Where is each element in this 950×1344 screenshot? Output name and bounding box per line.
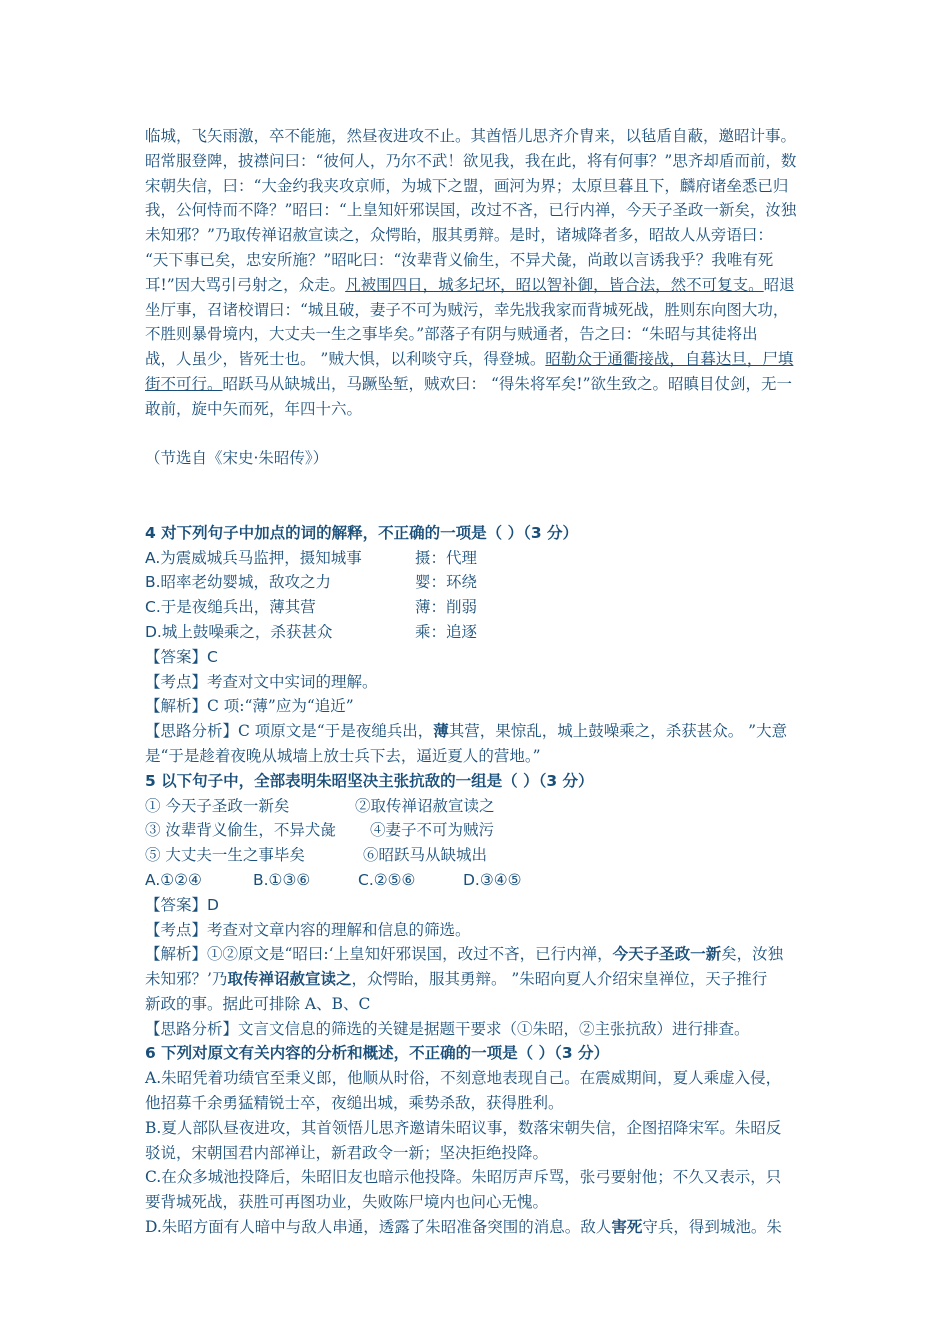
passage-text: 战，人虽少，皆死士也。 ”贼大惧，以利啖守兵，得登城。 [145, 350, 546, 369]
answer: 【答案】C [145, 647, 218, 666]
passage-line: 不胜则暴骨境内，大丈夫一生之事毕矣。”部落子有阴与贼通者，告之曰：“朱昭与其徒将出 [145, 325, 758, 344]
option-text: A.为震威城兵马监押，摄知城事 [145, 548, 362, 567]
jiexi-text: 未知邪？’乃 [145, 970, 228, 989]
kaodian: 【考点】考查对文中实词的理解。 [145, 672, 378, 691]
option-explanation: 乘：追逐 [415, 622, 478, 641]
option-a-line: A.朱昭凭着功绩官至秉义郎，他顺从时俗，不刻意地表现自己。在震威期间，夏人乘虚入侵， [145, 1069, 782, 1088]
jiexi-text: 【解析】①②原文是“昭曰:‘上皇知奸邪误国，改过不吝，已行内禅， [145, 945, 613, 964]
jiexi-text: ，众愕眙，服其勇辩。 ”朱昭向夏人介绍宋皇禅位，天子推行 [351, 970, 768, 989]
sentence: ②取传禅诏赦宣读之 [355, 796, 495, 815]
sentence-row [145, 843, 810, 868]
question-title: 4 对下列句子中加点的词的解释，不正确的一项是（ ）（3 分） [145, 523, 579, 542]
underlined-sentence: 街不可行。 [145, 374, 223, 393]
passage-text: 耳!”因大骂引弓射之，众走。 [145, 275, 346, 294]
silu-text: 【思路分析】C 项原文是“于是夜缒兵出， [145, 722, 434, 741]
option-text: 守兵，得到城池。朱 [642, 1218, 782, 1237]
option-explanation: 摄：代理 [415, 548, 478, 567]
option-c [145, 595, 810, 620]
passage-line: “天下事已矣，忠安所施？”昭叱曰：“汝辈背义偷生，不异犬彘，尚敢以言诱我乎？我唯有死 [145, 250, 774, 269]
silu-line: 是“于是趁着夜晚从城墙上放士兵下去，逼近夏人的营地。” [145, 746, 541, 765]
options-row [145, 868, 810, 893]
option-b: B.①③⑥ [253, 870, 311, 889]
emphasized-word: 薄 [433, 721, 449, 741]
option-explanation: 婴：环绕 [415, 573, 478, 592]
passage-text: 昭退 [763, 275, 795, 294]
emphasized-word: 害死 [611, 1217, 643, 1237]
option-explanation: 薄：削弱 [415, 598, 478, 617]
question-5 [145, 769, 810, 1042]
sentence: ④妻子不可为贼污 [370, 821, 495, 840]
question-4 [145, 521, 810, 769]
option-c-line: C.在众多城池投降后，朱昭旧友也暗示他投降。朱昭厉声斥骂，张弓要射他；不久又表示，只 [145, 1168, 782, 1187]
underlined-sentence: 昭勒众于通衢接战，自暮达旦，尸填 [545, 350, 794, 369]
jiexi-text: 矣，汝独 [721, 945, 784, 964]
question-title: 5 以下句子中，全部表明朱昭坚决主张抗敌的一组是（ ）（3 分） [145, 771, 594, 790]
sentence: ③ 汝辈背义偷生，不异犬彘 [145, 821, 336, 840]
silu-text: 其营，果惊乱，城上鼓噪乘之，杀获甚众。 ”大意 [448, 722, 788, 741]
jiexi-line [145, 967, 810, 992]
answer: 【答案】D [145, 895, 219, 914]
jiexi-line: 新政的事。据此可排除 A、B、C [145, 994, 371, 1013]
passage-line: 临城，飞矢雨激，卒不能施，然昼夜进攻不止。其酋悟儿思齐介胄来，以毡盾自蔽，邀昭计事。 [145, 127, 797, 145]
document-page [145, 124, 810, 1240]
question-title: 6 下列对原文有关内容的分析和概述，不正确的一项是（ ）（3 分） [145, 1044, 610, 1063]
passage-line: 敢前，旋中矢而死，年四十六。 [145, 399, 363, 418]
option-a: A.①②④ [145, 870, 202, 889]
question-6 [145, 1041, 810, 1239]
emphasized-phrase: 今天子圣政一新 [612, 944, 722, 964]
underlined-sentence: 凡被围四日，城多圮坏，昭以智补御，皆合法，然不可复支。 [345, 275, 764, 294]
passage-line: 我，公何恃而不降？”昭曰：“上皇知奸邪误国，改过不吝，已行内禅，今天子圣政一新矣，汝独 [145, 201, 797, 220]
sentence-row [145, 794, 810, 819]
passage-line: 昭常服登陴，披襟问曰：“彼何人，乃尔不武！欲见我，我在此，将有何事？”思齐却盾而前，数 [145, 151, 797, 170]
passage-text: 昭跃马从缺城出，马蹶坠堑，贼欢曰： “得朱将军矣!”欲生致之。昭瞋目仗剑，无一 [222, 374, 793, 393]
passage [145, 124, 810, 422]
option-c-line: 要背城死战，获胜可再图功业，失败陈尸境内也问心无愧。 [145, 1193, 549, 1212]
passage-line: 未知邪？”乃取传禅诏赦宣读之，众愕眙，服其勇辩。是时，诸城降者多，昭故人从旁语曰： [145, 226, 773, 245]
option-a-line: 他招募千余勇猛精锐士卒，夜缒出城，乘势杀敌，获得胜利。 [145, 1094, 564, 1113]
sentence: ① 今天子圣政一新矣 [145, 796, 290, 815]
passage-line [145, 347, 810, 372]
option-b-line: 驳说，宋朝国君内部禅让，新君政令一新；坚决拒绝投降。 [145, 1143, 549, 1162]
passage-line: 坐厅事，召诸校谓曰：“城且破，妻子不可为贼污，幸先戕我家而背城死战，胜则东向图大功， [145, 300, 789, 319]
emphasized-phrase: 取传禅诏赦宣读之 [227, 969, 352, 989]
option-a [145, 546, 810, 571]
option-d [145, 620, 810, 645]
passage-line: 宋朝失信，曰：“大金约我夹攻京师，为城下之盟，画河为界；太原旦暮且下，麟府诸垒悉已归 [145, 176, 789, 195]
silu-line [145, 719, 810, 744]
sentence: ⑥昭跃马从缺城出 [363, 846, 488, 865]
passage-line [145, 372, 810, 397]
jiexi: 【解析】C 项:“薄”应为“追近” [145, 697, 354, 716]
sentence-row [145, 818, 810, 843]
option-b [145, 570, 810, 595]
jiexi-line [145, 942, 810, 967]
option-text: D.城上鼓噪乘之，杀获甚众 [145, 622, 333, 641]
option-text: D.朱昭方面有人暗中与敌人串通，透露了朱昭准备突围的消息。敌人 [145, 1218, 612, 1237]
passage-line [145, 273, 810, 298]
option-c: C.②⑤⑥ [358, 870, 416, 889]
option-text: B.昭率老幼婴城，敌攻之力 [145, 573, 332, 592]
kaodian: 【考点】考查对文章内容的理解和信息的筛选。 [145, 920, 471, 939]
option-d-line [145, 1215, 810, 1240]
sentence: ⑤ 大丈夫一生之事毕矣 [145, 846, 305, 865]
option-d: D.③④⑤ [463, 870, 522, 889]
option-b-line: B.夏人部队昼夜进攻，其首领悟儿思齐邀请朱昭议事，数落宋朝失信，企图招降宋军。朱昭反 [145, 1118, 782, 1137]
option-text: C.于是夜缒兵出，薄其营 [145, 598, 316, 617]
source-citation: （节选自《宋史·朱昭传》） [145, 449, 329, 468]
silu: 【思路分析】文言文信息的筛选的关键是据题干要求（①朱昭，②主张抗敌）进行排查。 [145, 1019, 750, 1038]
